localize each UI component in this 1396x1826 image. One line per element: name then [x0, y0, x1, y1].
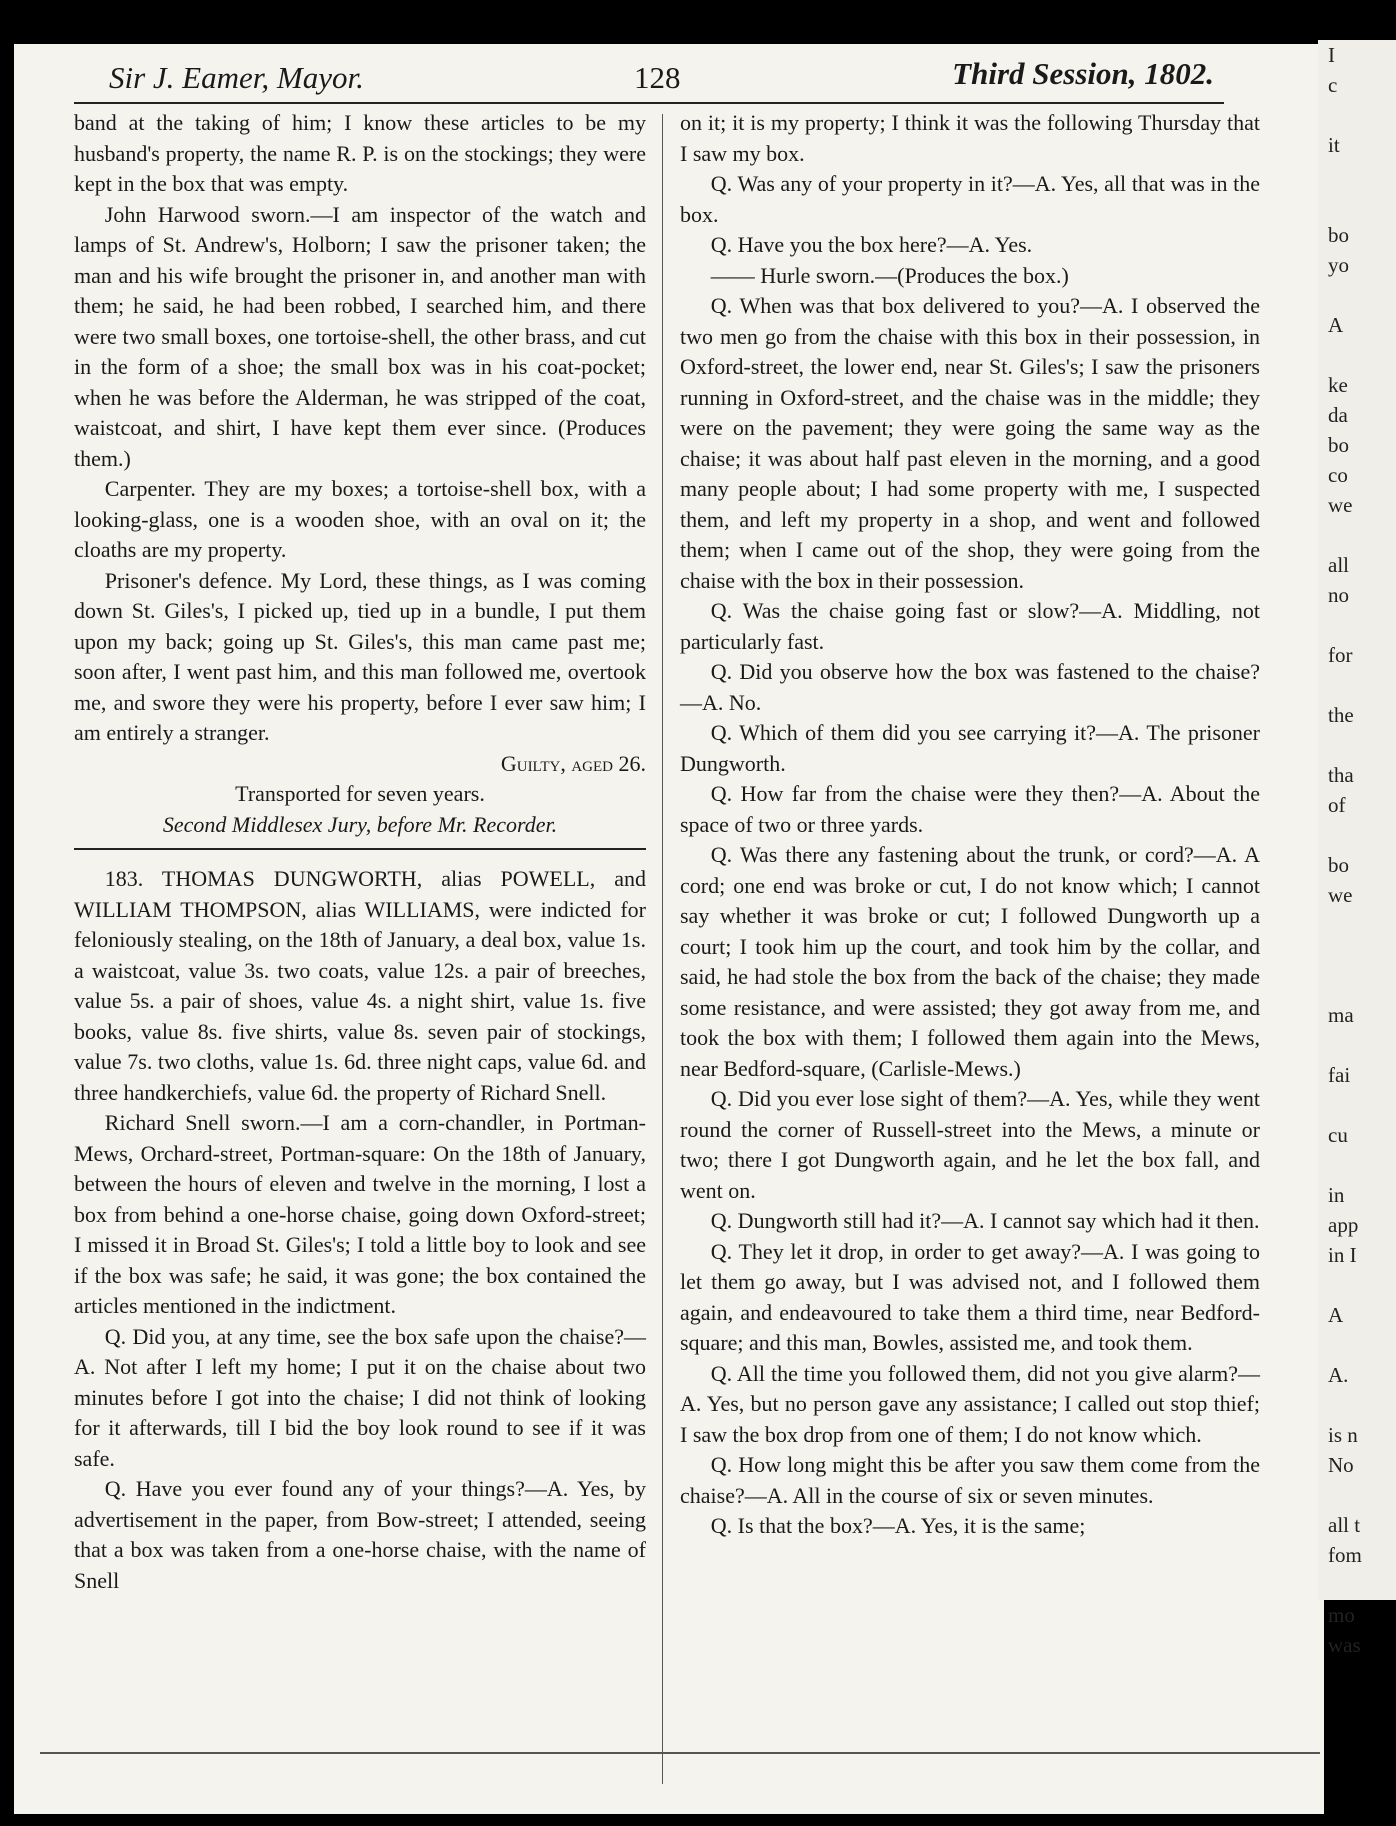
- next-page-fragment: ke: [1328, 373, 1348, 397]
- next-page-fragment: tha: [1328, 763, 1354, 787]
- paragraph: Q. Did you observe how the box was fastened to the chaise?—A. No.: [680, 659, 1260, 715]
- next-page-fragment: for: [1328, 643, 1353, 667]
- next-page-fragment: app: [1328, 1213, 1359, 1237]
- next-page-fragment: yo: [1328, 253, 1349, 277]
- paragraph: Q. Dungworth still had it?—A. I cannot say which had it then.: [710, 1208, 1260, 1233]
- next-page-fragment: of: [1328, 793, 1346, 817]
- column-divider: [662, 114, 663, 1784]
- next-page-fragment: mo: [1328, 1603, 1355, 1627]
- next-page-fragment: [1318, 190, 1396, 220]
- next-page-fragment: in I: [1328, 1243, 1357, 1267]
- next-page-fragment: it: [1328, 133, 1340, 157]
- next-page-fragment: da: [1328, 403, 1348, 427]
- paragraph: Q. Which of them did you see carrying it?—A. The prisoner Dungworth.: [680, 720, 1260, 776]
- paragraph: Q. Did you ever lose sight of them?—A. Yes, while they went round the corner of Russell-street into the Mews, a minute or two; there I got Dungworth again, and he let the box fall, and went on.: [680, 1086, 1260, 1203]
- next-page-fragment: [1318, 1270, 1396, 1300]
- next-page-fragment: [1318, 1030, 1396, 1060]
- next-page-fragment: bo: [1328, 853, 1349, 877]
- paragraph: John Harwood sworn.—I am inspector of the watch and lamps of St. Andrew's, Holborn; I saw the prisoner taken; the man and his wife brought the prisoner in, and another man with them; he said, he had been robbed, I searched him, and there were two small boxes, one tortoise-shell, the other brass, and cut in the form of a shoe; the small box was in his coat-pocket; when he was before the Alderman, he was stripped of the coat, waistcoat, and shirt, I have kept them ever since. (Produces them.): [74, 201, 646, 471]
- next-page-fragment: I: [1328, 43, 1335, 67]
- paragraph: Q. All the time you followed them, did not you give alarm?—A. Yes, but no person gave any assistance; I called out stop thief; I saw the box drop from one of them; I do not know which.: [680, 1360, 1260, 1447]
- next-page-fragment: the: [1328, 703, 1354, 727]
- next-page-fragment: [1318, 520, 1396, 550]
- verdict: Guilty, aged 26.: [500, 750, 646, 776]
- next-page-fragment: [1318, 910, 1396, 940]
- paragraph: Q. How far from the chaise were they then?—A. About the space of two or three yards.: [680, 781, 1260, 837]
- paragraph: Q. When was that box delivered to you?—A. I observed the two men go from the chaise with this box in their possession, in Oxford-street, the lower end, near St. Giles's; I saw the prisoners running in Oxford-street, and the chaise was in the middle; they were on the pavement; they were going the same way as the chaise; it was about half past eleven in the morning, and a good many people about; I had some property with me, I suspected them, and left my property in a shop, and went and followed them; when I came out of the shop, they were going from the chaise with the box in their possession.: [680, 293, 1260, 593]
- next-page-fragment: [1318, 160, 1396, 190]
- next-page-fragment: A.: [1328, 1363, 1349, 1387]
- next-page-fragment: [1318, 1480, 1396, 1510]
- next-page-fragment: all t: [1328, 1513, 1361, 1537]
- next-page-fragment: No: [1328, 1453, 1354, 1477]
- sentence: Transported for seven years.: [235, 781, 485, 806]
- next-page-fragment: [1318, 100, 1396, 130]
- next-page-fragment: [1318, 280, 1396, 310]
- page-number: 128: [634, 60, 681, 95]
- paragraph: Carpenter. They are my boxes; a tortoise-shell box, with a looking-glass, one is a wooden shoe, with an oval on it; the cloaths are my property.: [74, 476, 646, 562]
- paragraph: Q. Was there any fastening about the trunk, or cord?—A. A cord; one end was broke or cut, I do not know which; I cannot say whether it was broke or cut; I followed Dungworth up a court; I took him up the court, and took him by the collar, and said, he had stole the box from the back of the chaise; they made some resistance, and were assisted; they got away from me, and took the box with them; I followed them again into the Mews, near Bedford-square, (Carlisle-Mews.): [680, 842, 1260, 1081]
- next-page-fragment: [1318, 1090, 1396, 1120]
- next-page-fragment: [1318, 340, 1396, 370]
- paragraph: Richard Snell sworn.—I am a corn-chandler, in Portman-Mews, Orchard-street, Portman-square: On the 18th of January, between the hours of eleven and twelve in the morning, I lost a box from behind a one-horse chaise, going down Oxford-street; I missed it in Broad St. Giles's; I told a little boy to look and see if the box was safe; he said, it was gone; the box contained the articles mentioned in the indictment.: [74, 1110, 646, 1318]
- paragraph: Q. How long might this be after you saw them come from the chaise?—A. All in the course of six or seven minutes.: [680, 1452, 1260, 1508]
- next-page-fragment: co: [1328, 463, 1348, 487]
- next-page-fragment: [1318, 940, 1396, 970]
- page-header: [74, 56, 1224, 104]
- paragraph: Prisoner's defence. My Lord, these things, as I was coming down St. Giles's, I picked up, tied up in a bundle, I put them upon my back; going up St. Giles's, this man came past me; soon after, I went past him, and this man followed me, overtook me, and swore they were his property, before I ever saw him; I am entirely a stranger.: [74, 567, 646, 745]
- paragraph: band at the taking of him; I know these articles to be my husband's property, the name R. P. is on the stockings; they were kept in the box that was empty.: [74, 110, 646, 196]
- paragraph: Q. Was the chaise going fast or slow?—A. Middling, not particularly fast.: [680, 598, 1260, 654]
- paragraph: Q. Is that the box?—A. Yes, it is the same;: [710, 1513, 1086, 1538]
- running-head-right: Third Session, 1802.: [952, 56, 1214, 91]
- left-column: [74, 108, 646, 1596]
- next-page-fragment: we: [1328, 493, 1353, 517]
- next-page-fragment: [1318, 820, 1396, 850]
- paragraph: Q. Have you ever found any of your things?—A. Yes, by advertisement in the paper, from Bow-street; I attended, seeing that a box was taken from a one-horse chaise, with the name of Snell: [74, 1476, 646, 1593]
- next-page-fragment: fom: [1328, 1543, 1362, 1567]
- next-page-fragment: cu: [1328, 1123, 1348, 1147]
- paragraph: Q. Have you the box here?—A. Yes.: [710, 232, 1033, 257]
- next-page-fragment: [1318, 610, 1396, 640]
- paragraph: Q. Did you, at any time, see the box safe upon the chaise?—A. Not after I left my home; I put it on the chaise about two minutes before I got into the chaise; I did not think of looking for it afterwards, till I bid the boy look round to see if it was safe.: [74, 1323, 646, 1471]
- next-page-fragment: [1318, 970, 1396, 1000]
- indictment-paragraph: 183. THOMAS DUNGWORTH, alias POWELL, and WILLIAM THOMPSON, alias WILLIAMS, were indicted for feloniously stealing, on the 18th of January, a deal box, value 1s. a waistcoat, value 3s. two coats, value 12s. a pair of breeches, value 5s. a pair of shoes, value 4s. a night shirt, value 1s. five books, value 8s. five shirts, value 8s. seven pair of stockings, value 7s. two cloths, value 1s. 6d. three night caps, value 6d. and three handkerchiefs, value 6d. the property of Richard Snell.: [74, 866, 646, 1105]
- next-page-fragment: bo: [1328, 223, 1349, 247]
- next-page-fragment: c: [1328, 73, 1338, 97]
- next-page-fragment: [1318, 1330, 1396, 1360]
- next-page-fragment: all: [1328, 553, 1349, 577]
- next-page-fragment: A: [1328, 313, 1344, 337]
- next-page-fragment: ma: [1328, 1003, 1354, 1027]
- next-page-fragment: [1318, 730, 1396, 760]
- paragraph: Q. Was any of your property in it?—A. Yes, all that was in the box.: [680, 171, 1260, 227]
- paragraph: Q. They let it drop, in order to get away?—A. I was going to let them go away, but I was advised not, and I followed them again, and endeavoured to take them a third time, near Bedford-square; and this man, Bowles, assisted me, and took them.: [680, 1238, 1260, 1355]
- book-page: [14, 44, 1324, 1814]
- next-page-fragment: [1318, 1390, 1396, 1420]
- right-column: [680, 108, 1260, 1542]
- paragraph: on it; it is my property; I think it was the following Thursday that I saw my box.: [680, 110, 1260, 166]
- next-page-fragment: fai: [1328, 1063, 1351, 1087]
- next-page-fragment: is n: [1328, 1423, 1358, 1447]
- running-head-left: Sir J. Eamer, Mayor.: [109, 60, 364, 95]
- next-page-fragment: in: [1328, 1183, 1345, 1207]
- paragraph: —— Hurle sworn.—(Produces the box.): [710, 262, 1069, 288]
- next-page-fragment: we: [1328, 883, 1353, 907]
- section-rule: [74, 848, 646, 850]
- bottom-border: [40, 1752, 1320, 1754]
- next-page-fragment: was: [1328, 1633, 1361, 1657]
- next-page-fragment: A: [1328, 1303, 1344, 1327]
- next-page-fragment: [1318, 1150, 1396, 1180]
- next-page-fragment: bo: [1328, 433, 1349, 457]
- next-page-edge: [1318, 40, 1396, 1657]
- jury-line: Second Middlesex Jury, before Mr. Recorder.: [162, 811, 558, 837]
- next-page-fragment: [1318, 1570, 1396, 1600]
- next-page-fragment: no: [1328, 583, 1349, 607]
- next-page-fragment: [1318, 670, 1396, 700]
